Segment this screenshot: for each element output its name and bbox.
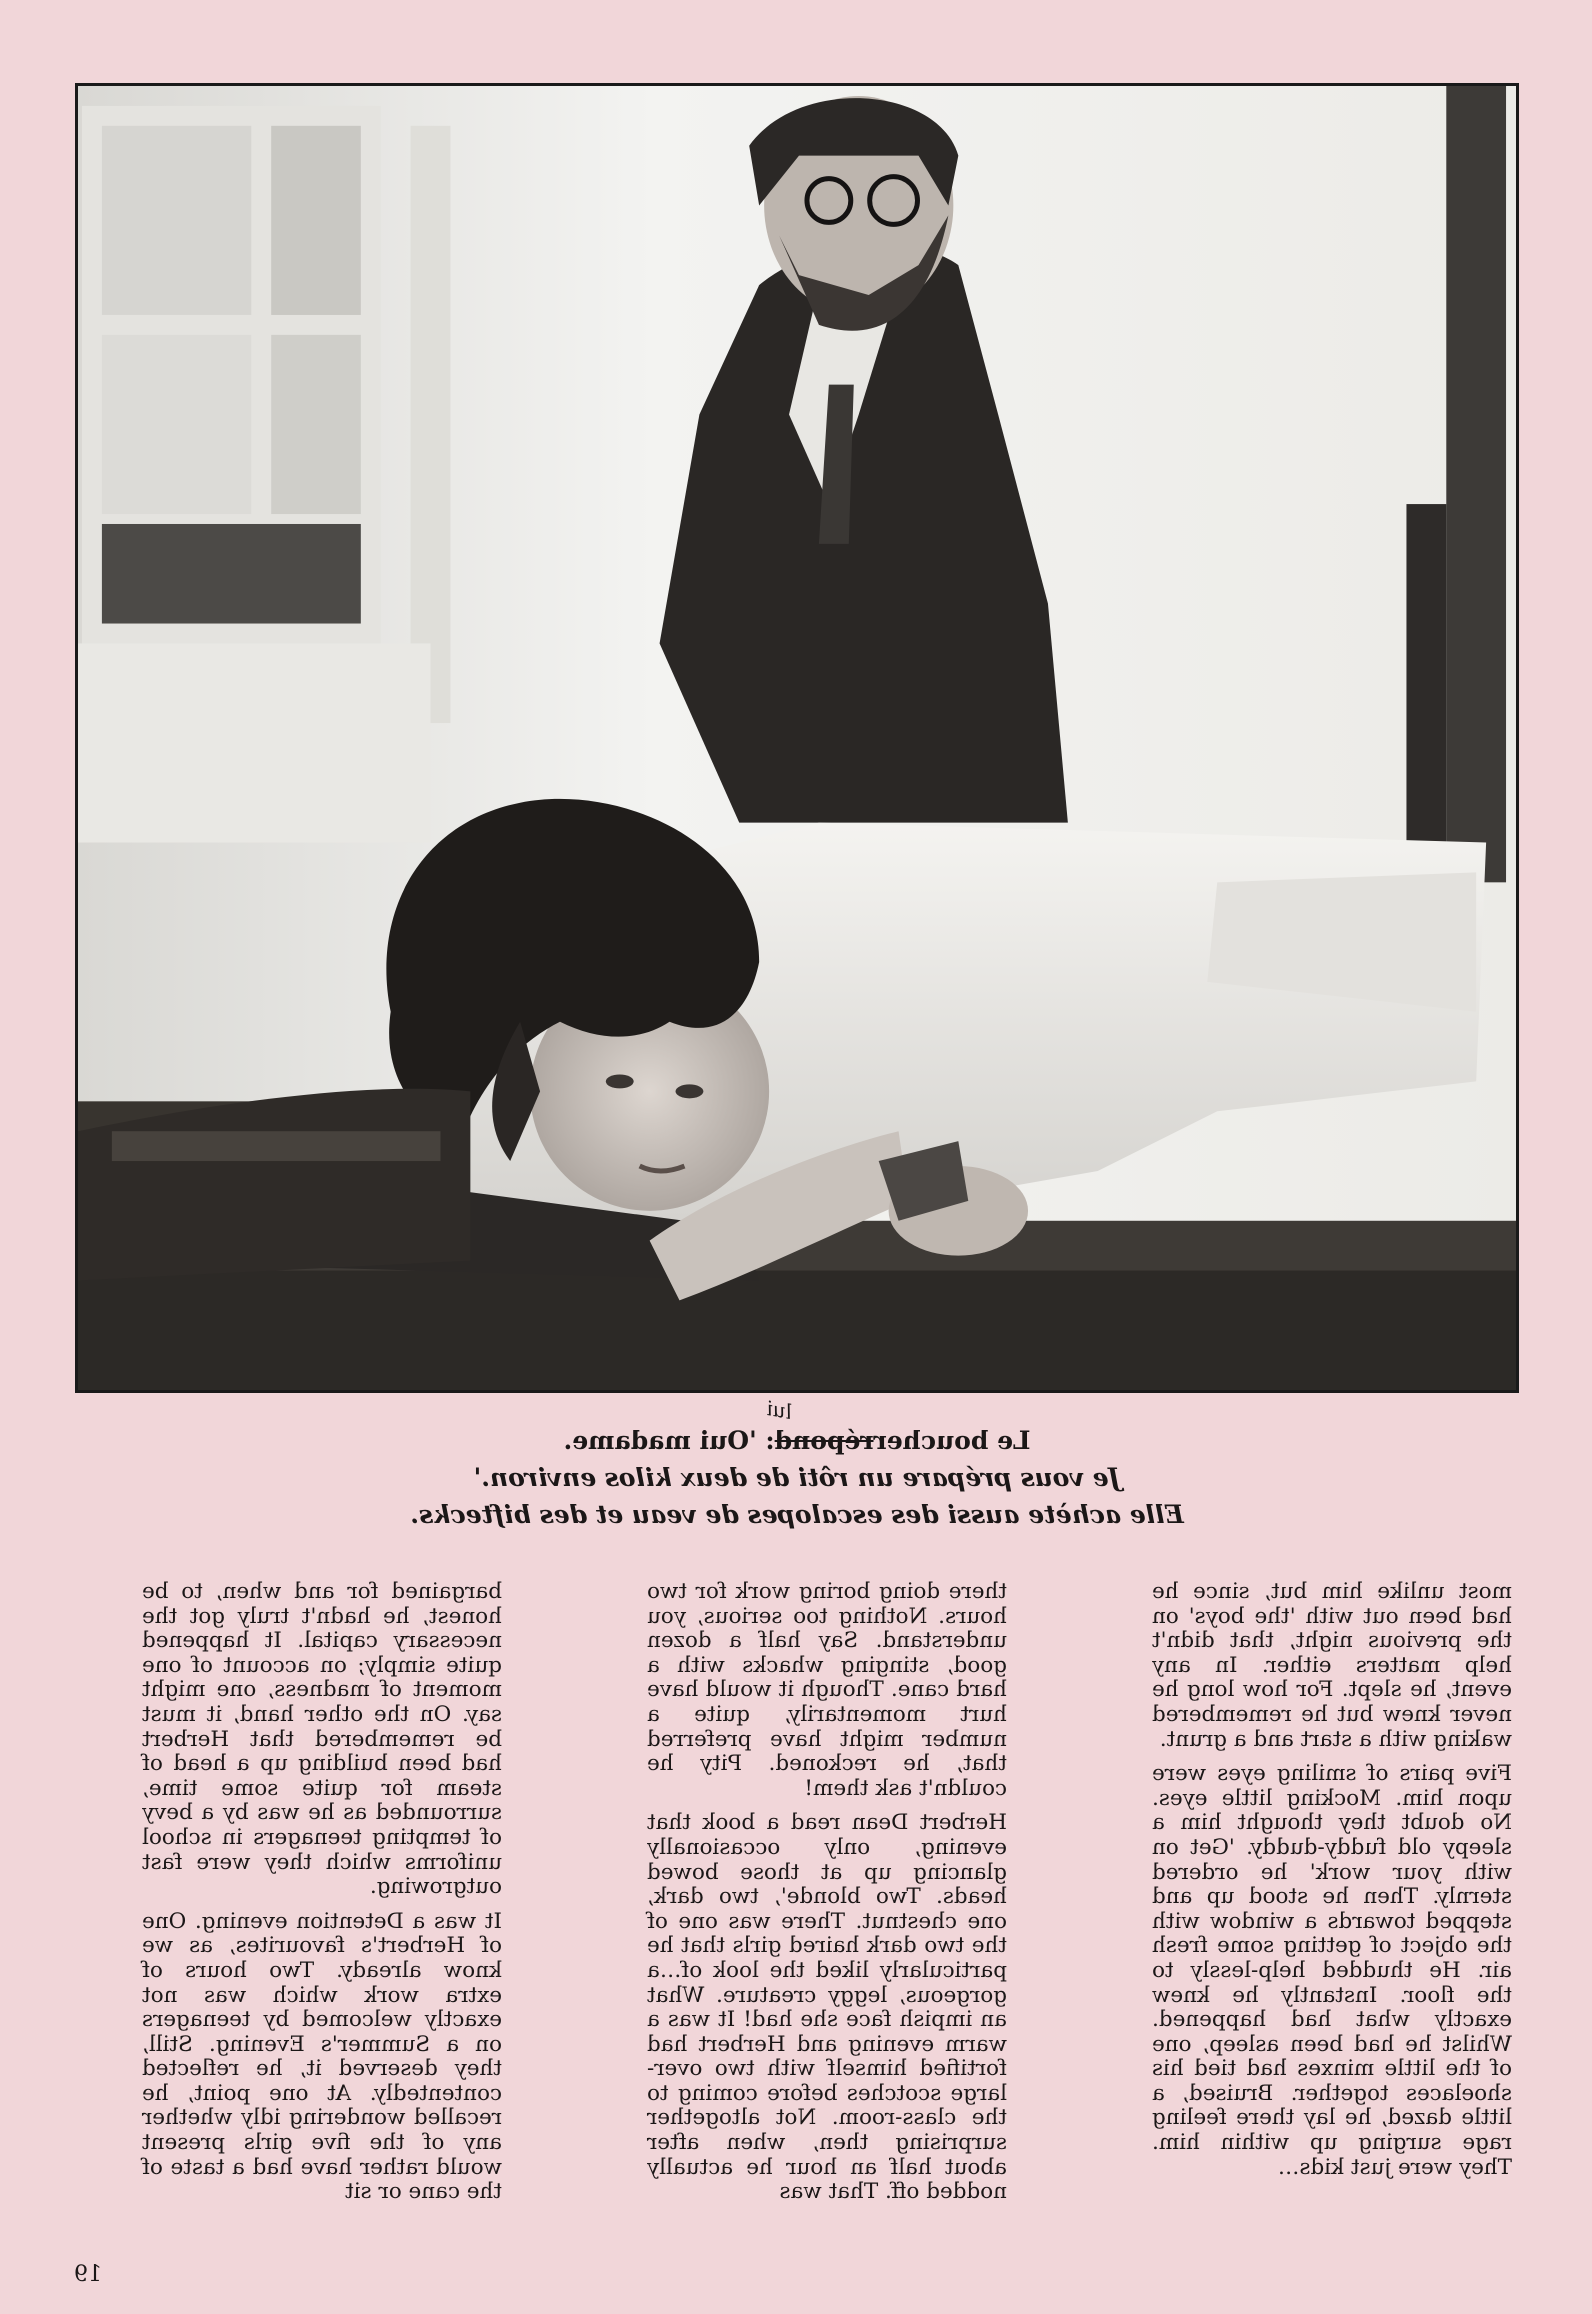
caption-line-3: Elle achète aussi des escalopes de veau et des biftecks.	[410, 1500, 1184, 1529]
text-column-1	[142, 1580, 502, 2205]
caption-struck-word: répond	[774, 1426, 874, 1455]
photograph-icon	[78, 86, 1516, 1390]
text-column-3	[1152, 1580, 1512, 2180]
text-column-2	[647, 1580, 1007, 2205]
caption-line-1-part-a: Le boucher	[873, 1426, 1031, 1455]
photograph	[75, 83, 1519, 1393]
caption-line-1	[332, 1422, 1262, 1459]
column-3-paragraph-1: most unlike him but, since he had been out with 'the boys' on the previous night, that didn't help matters either. In any event, he slept. For how long he never knew but he remembered waking with a start and a grunt.	[1152, 1579, 1512, 1752]
page-number: 19	[74, 2262, 102, 2287]
handwritten-annotation: lui	[764, 1395, 794, 1425]
caption-line-1-part-b: : 'Oui madame.	[563, 1426, 775, 1455]
column-3-paragraph-2: Five pairs of smiling eyes were upon him. Mocking little eyes. No doubt they thought him a sleepy old fuddy-duddy. 'Get on with your work' he ordered sternly. Then he stood up and stepped towards a window with the object of getting some fresh air. He thudded help-lessly to the floor. Instantly he knew exactly what had happened. Whilst he had been asleep, one of the little minxes had tied his shoelaces together. Bruised, a little dazed, he lay there feeling rage surging up within him. They were just kids…	[1152, 1761, 1512, 2180]
column-1-paragraph-2: It was a Detention evening. One of Herbert's favourites, as we know already. Two hours of extra work which was not exactly welcomed by teenagers on a Summer's Evening. Still, they deserved it, he reflected contentedly. At one point, he recalled wondering idly whether any of the five girls present would rather have had a taste of the cane or sit	[142, 1908, 502, 2205]
caption-line-2: Je vous prépare un rôti de deux kilos environ.'	[473, 1463, 1121, 1492]
photo-caption	[332, 1395, 1262, 1533]
column-1-paragraph-1: bargained for and when, to be honest, he hadn't truly got the necessary capital. It happened quite simply; on account of one moment of madness, one might say. On the other hand, it must be remembered that Herbert had been building up a head of steam for quite some time, surrounded as he was by a bevy of tempting teenagers in school uniforms which they were fast outgrowing.	[142, 1579, 502, 1900]
column-2-paragraph-1: there doing boring work for two hours. Nothing too serious, you understand. Say half a dozen good, stinging whacks with a hard cane. Though it would have hurt momentarily, quite a number might have preferred that, he reckoned. Pity he couldn't ask them!	[647, 1579, 1007, 1801]
column-2-paragraph-2: Herbert Dean read a book that evening, only occasionally glancing up at those bowed heads. Two blonde', two dark, one chestnut. There was one of the two dark haired girls that he particularly liked the look of…a gorgeous, leggy creature. What an impish face she had! It was a warm evening and Herbert had fortified himself with two over-large scotches before coming to the class-room. Not altogether surprising then, when after about half an hour he actually nodded off. That was	[647, 1810, 1007, 2205]
